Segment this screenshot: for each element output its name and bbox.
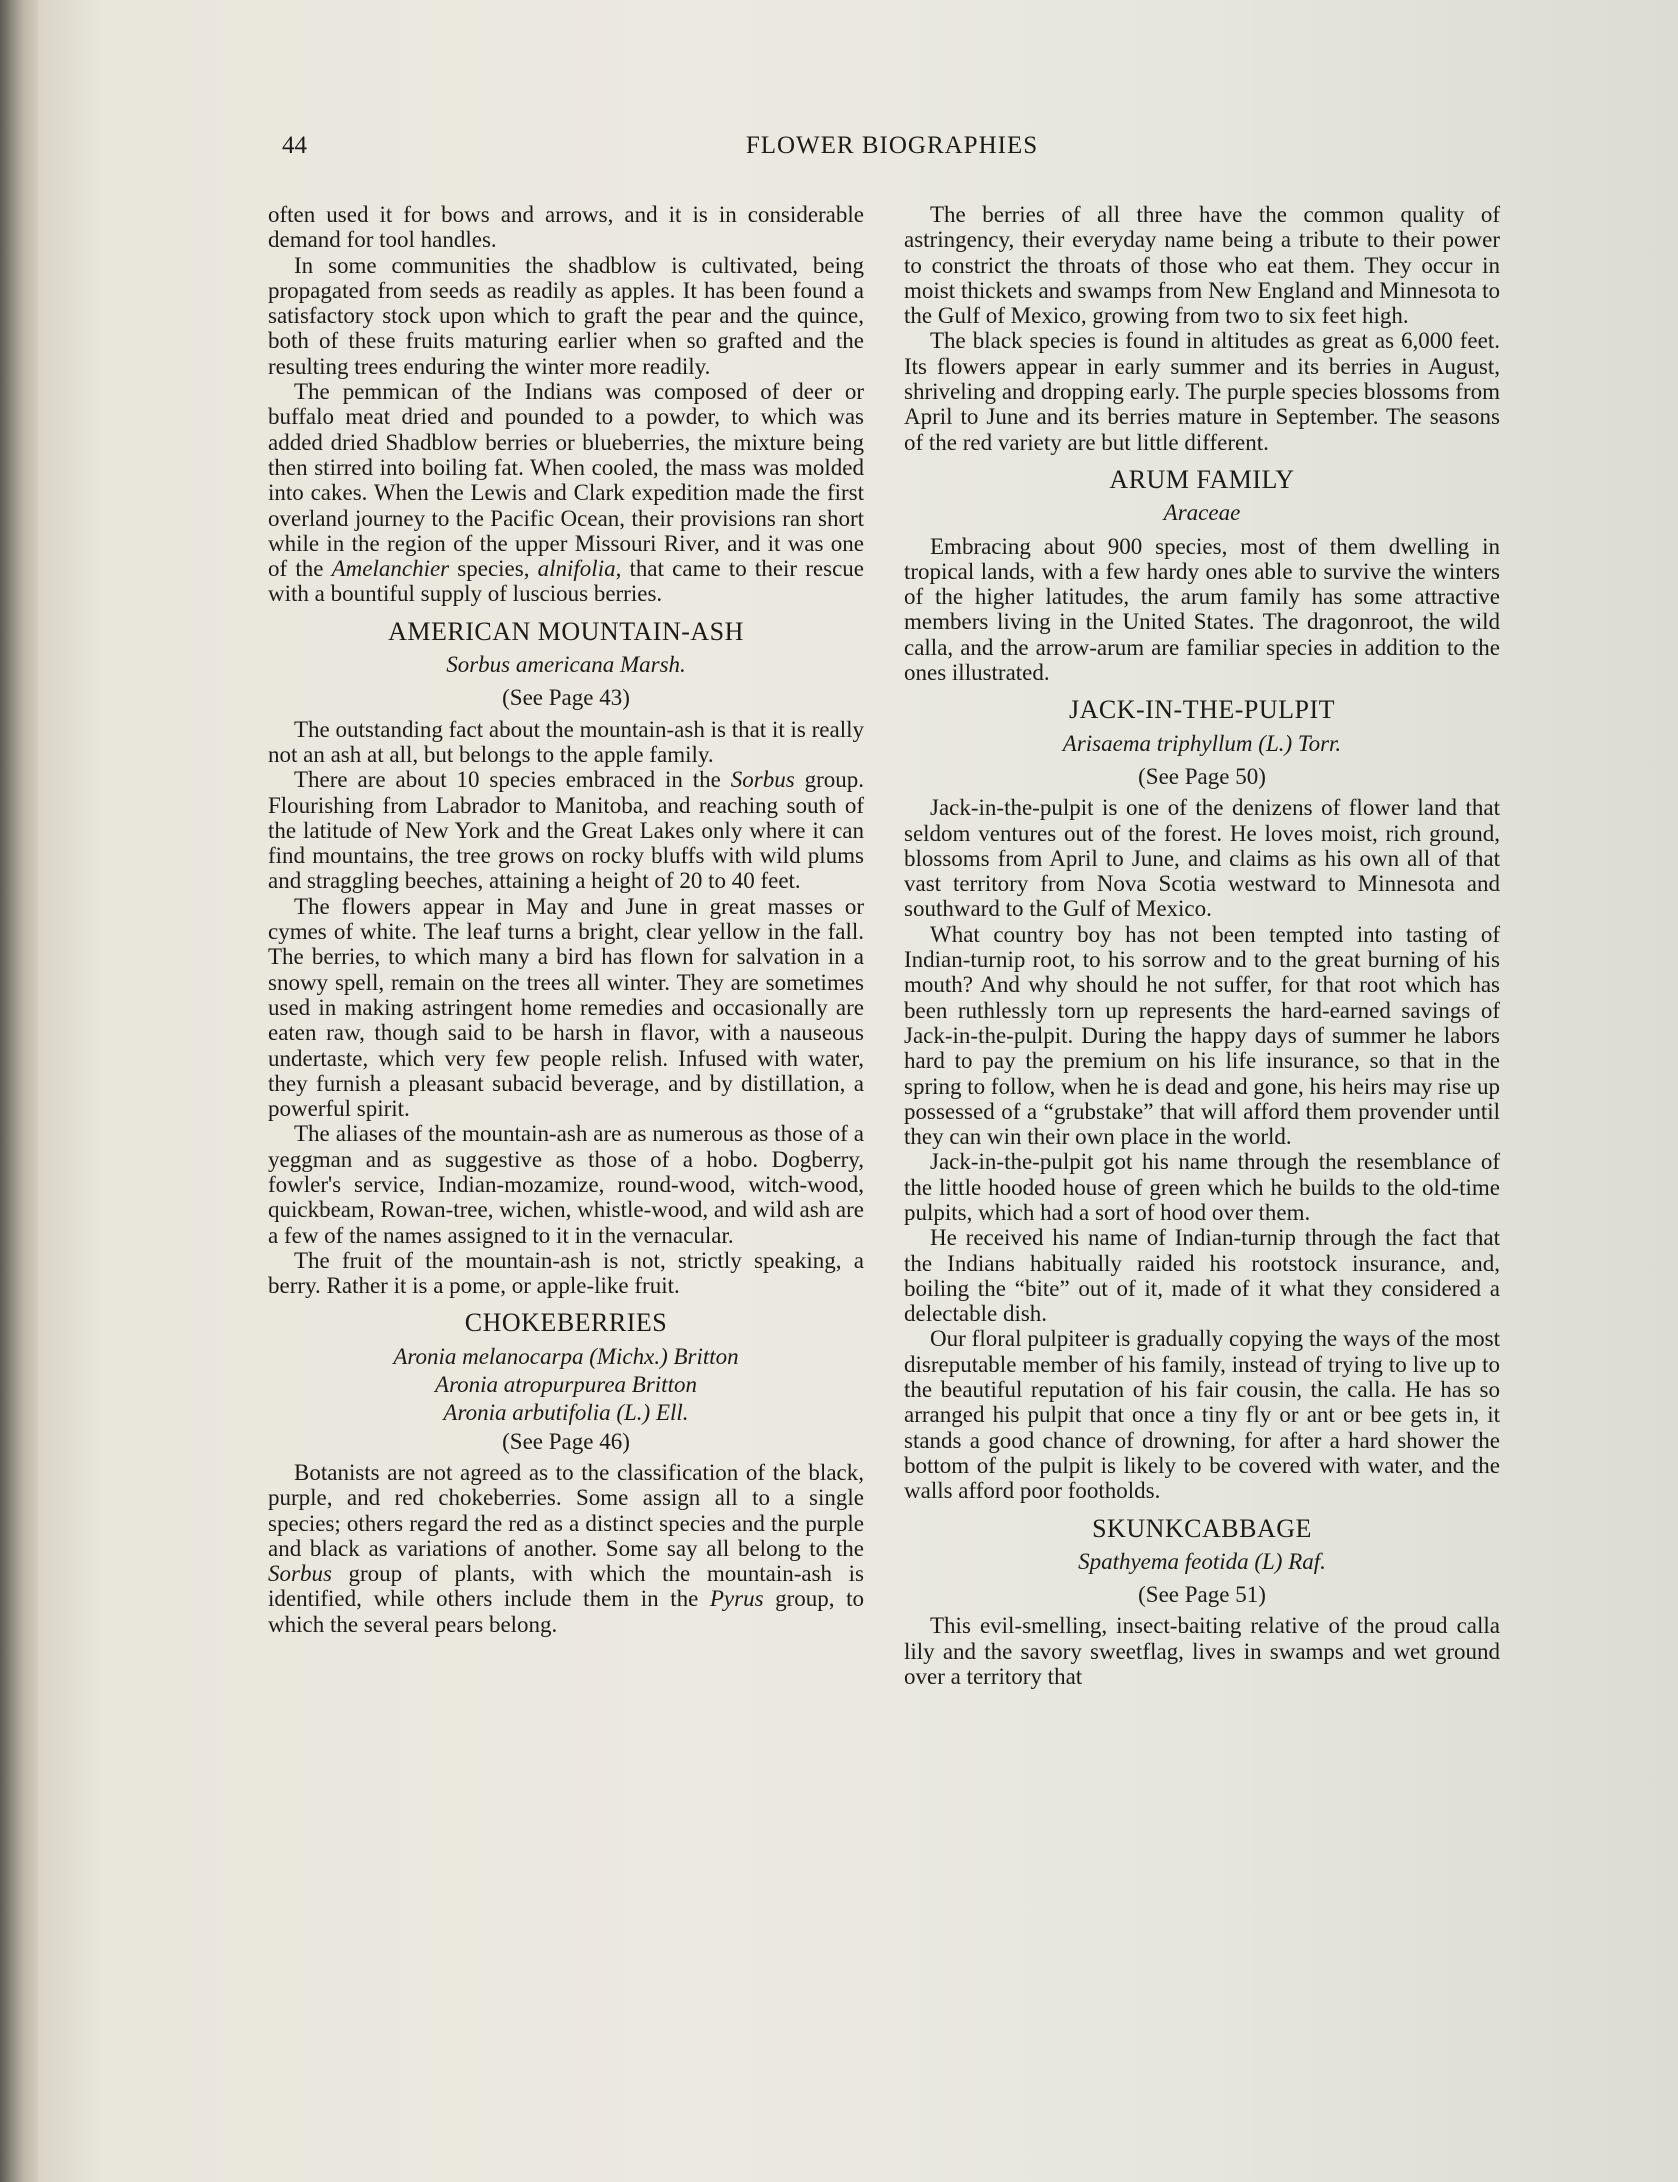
page-reference: (See Page 51) (1138, 1582, 1266, 1608)
paragraph: Jack-in-the-pulpit got his name through the resemblance of the little hooded house of green which he builds to the old-time pulpits, which had a sort of hood over them. (904, 1149, 1500, 1225)
paragraph: The outstanding fact about the mountain-ash is that it is really not an ash at all, but belongs to the apple family. (268, 716, 864, 767)
paragraph: The fruit of the mountain-ash is not, strictly speaking, a berry. Rather it is a pome, or apple-like fruit. (268, 1247, 864, 1299)
page-reference: (See Page 50) (1138, 763, 1266, 789)
page-reference: (See Page 43) (502, 685, 630, 711)
scientific-name: Araceae (1163, 500, 1241, 526)
paragraph: The pemmican of the Indians was composed of deer or buffalo meat dried and pounded to a powder, to which was added dried Shadblow berries or blueberries, the mixture being then stirred into boiling fat. When cooled, the mass was molded into cakes. When the Lewis and Clark expedition made the first overland journey to the Pacific Ocean, their provisions ran short while in the region of the upper Missouri River, and it was one of the Amelanchier species, alnifolia, that came to their rescue with a bountiful supply of luscious berries. (268, 379, 864, 607)
section-heading-jack-in-the-pulpit: JACK-IN-THE-PULPIT (1068, 695, 1336, 725)
page-number: 44 (282, 132, 307, 159)
running-head: FLOWER BIOGRAPHIES (745, 132, 1039, 159)
paragraph: In some communities the shadblow is cultivated, being propagated from seeds as readily as apples. It has been found a satisfactory stock upon which to graft the pear and the quince, both of these fruits maturing earlier when so grafted and the resulting trees enduring the winter more readily. (268, 252, 864, 379)
section-heading-chokeberries: CHOKEBERRIES (464, 1308, 668, 1338)
paragraph: The black species is found in altitudes as great as 6,000 feet. Its flowers appear in early summer and its berries in August, shriveling and dropping early. The purple species blossoms from April to June and its berries mature in September. The seasons of the red variety are but little different. (904, 328, 1500, 455)
paragraph: The flowers appear in May and June in great masses or cymes of white. The leaf turns a bright, clear yellow in the fall. The berries, to which many a bird has flown for salvation in a snowy spell, remain on the trees all winter. They are sometimes used in making astringent home remedies and occasionally are eaten raw, though said to be harsh in flavor, with a nauseous undertaste, which very few people relish. Infused with water, they furnish a pleasant subacid beverage, and by distillation, a powerful spirit. (268, 893, 864, 1122)
section-heading-arum-family: ARUM FAMILY (1109, 464, 1295, 494)
paragraph: The berries of all three have the common quality of astringency, their everyday name being a tribute to their power to constrict the throats of those who eat them. They occur in moist thickets and swamps from New England and Minnesota to the Gulf of Mexico, growing from two to six feet high. (904, 202, 1500, 329)
paragraph: Our floral pulpiteer is gradually copying the ways of the most disreputable member of his family, instead of trying to live up to the beautiful reputation of his fair cousin, the calla. He has so arranged his pulpit that once a tiny fly or ant or bee gets in, it stands a good chance of drowning, for after a hard shower the bottom of the pulpit is likely to be covered with water, and the walls afford poor footholds. (904, 1326, 1500, 1504)
section-heading-mountain-ash: AMERICAN MOUNTAIN-ASH (388, 616, 744, 646)
scientific-name: Sorbus americana Marsh. (446, 652, 686, 678)
section-heading-skunkcabbage: SKUNKCABBAGE (1092, 1513, 1312, 1543)
paragraph: There are about 10 species embraced in the Sorbus group. Flourishing from Labrador to Manitoba, and reaching south of the latitude of New York and the Great Lakes only where it can find mountains, the tree grows on rocky bluffs with wild plums and straggling beeches, attaining a height of 20 to 40 feet. (268, 767, 864, 894)
paragraph: Embracing about 900 species, most of them dwelling in tropical lands, with a few hardy ones able to survive the winters of the higher latitudes, the arum family has some attractive members living in the United States. The dragonroot, the wild calla, and the arrow-arum are familiar species in addition to the ones illustrated. (904, 533, 1500, 686)
page-header (282, 132, 1502, 172)
scientific-name: Aronia melanocarpa (Michx.) Britton (393, 1343, 739, 1369)
scientific-name: Aronia arbutifolia (L.) Ell. (443, 1400, 689, 1426)
paragraph: often used it for bows and arrows, and it is in considerable demand for tool handles. (268, 202, 864, 253)
scientific-name: Aronia atropurpurea Britton (435, 1372, 697, 1398)
page-reference: (See Page 46) (502, 1428, 630, 1454)
paragraph: What country boy has not been tempted into tasting of Indian-turnip root, to his sorrow and to the great burning of his mouth? And why should he not suffer, for that root which has been ruthlessly torn up represents the hard-earned savings of Jack-in-the-pulpit. During the happy days of summer he labors hard to pay the premium on his life insurance, so that in the spring to follow, when he is dead and gone, his heirs may rise up possessed of a “grubstake” that will afford them provender until they can win their own place in the world. (904, 921, 1500, 1150)
paragraph: He received his name of Indian-turnip through the fact that the Indians habitually raided his rootstock insurance, and, boiling the “bite” out of it, made of it what they considered a delectable dish. (904, 1225, 1500, 1327)
left-column (268, 202, 864, 1637)
right-column (904, 202, 1500, 1689)
book-binding-edge (0, 0, 40, 2182)
paragraph: This evil-smelling, insect-baiting relative of the proud calla lily and the savory sweetflag, lives in swamps and wet ground over a territory that (904, 1613, 1500, 1690)
paragraph: Jack-in-the-pulpit is one of the denizens of flower land that seldom ventures out of the forest. He loves moist, rich ground, blossoms from April to June, and claims as his own all of that vast territory from Nova Scotia westward to Minnesota and southward to the Gulf of Mexico. (904, 795, 1500, 922)
scientific-name: Spathyema feotida (L) Raf. (1078, 1548, 1326, 1574)
scientific-name: Arisaema triphyllum (L.) Torr. (1062, 730, 1342, 756)
paragraph: Botanists are not agreed as to the classification of the black, purple, and red chokeberries. Some assign all to a single species; others regard the red as a distinct species and the purple and black as variations of another. Some say all belong to the Sorbus group of plants, with which the mountain-ash is identified, while others include them in the Pyrus group, to which the several pears belong. (268, 1459, 864, 1637)
paragraph: The aliases of the mountain-ash are as numerous as those of a yeggman and as suggestive as those of a hobo. Dogberry, fowler's service, Indian-mozamize, round-wood, witch-wood, quickbeam, Rowan-tree, wichen, whistle-wood, and wild ash are a few of the names assigned to it in the vernacular. (268, 1121, 864, 1248)
